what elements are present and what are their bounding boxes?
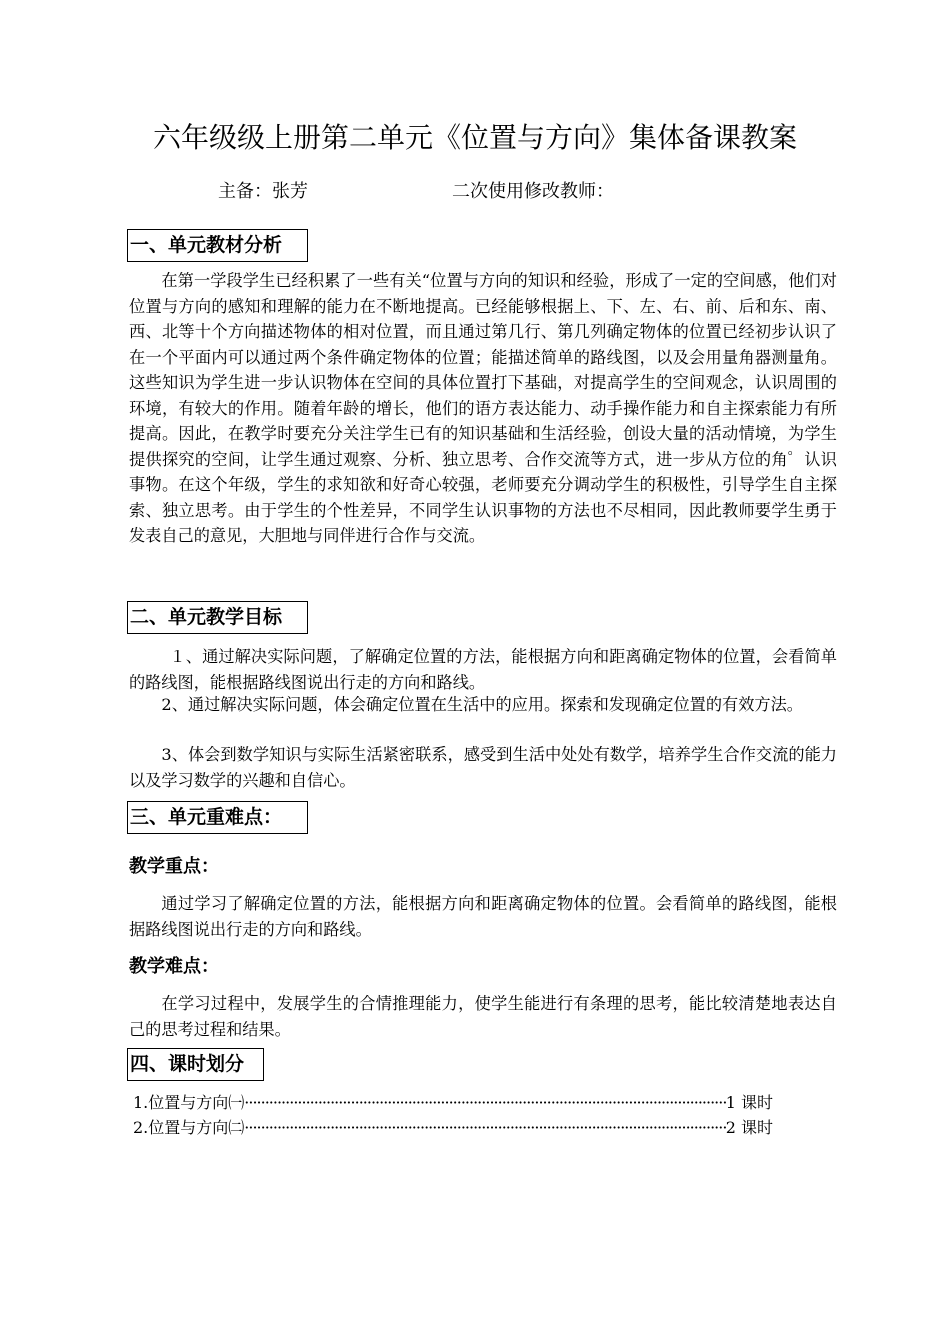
section-heading-analysis: 一、单元教材分析 [127, 229, 308, 262]
difficult-point-text: 在学习过程中，发展学生的合情推理能力，使学生能进行有条理的思考，能比较清楚地表达自己的思考过程和结果。 [129, 994, 837, 1039]
document-title: 六年级级上册第二单元《位置与方向》集体备课教案 [152, 121, 797, 154]
key-point-text: 通过学习了解确定位置的方法，能根据方向和距离确定物体的位置。会看简单的路线图，能根据路线图说出行走的方向和路线。 [129, 894, 837, 939]
goal-item-3: 3、体会到数学知识与实际生活紧密联系，感受到生活中处处有数学，培养学生合作交流的能力以及学习数学的兴趣和自信心。 [129, 745, 837, 790]
schedule-row [133, 1117, 773, 1139]
key-point-label: 教学重点： [129, 856, 219, 877]
analysis-paragraph: 在第一学段学生已经积累了一些有关“位置与方向的知识和经验，形成了一定的空间感，他们对位置与方向的感知和理解的能力在不断地提高。已经能够根据上、下、左、右、前、后和东、南、西、北等十个方向描述物体的相对位置，而且通过第几行、第几列确定物体的位置已经初步认识了在一个平面内可以通过两个条件确定物体的位置；能描述简单的路线图，以及会用量角器测量角。这些知识为学生进一步认识物体在空间的具体位置打下基础，对提高学生的空间观念，认识周围的环境，有较大的作用。随着年龄的增长，他们的语方表达能力、动手操作能力和自主探索能力有所提高。因此，在教学时要充分关注学生已有的知识基础和生活经验，创设大量的活动情境，为学生提供探究的空间，让学生通过观察、分析、独立思考、合作交流等方式，进一步从方位的角゜认识事物。在这个年级，学生的求知欲和好奇心较强，老师要充分调动学生的积极性，引导学生自主探索、独立思考。由于学生的个性差异，不同学生认识事物的方法也不尽相同，因此教师要学生勇于发表自己的意见，大胆地与同伴进行合作与交流。 [129, 271, 837, 545]
section-heading-keypoints: 三、单元重难点： [127, 801, 308, 834]
revising-teacher: 二次使用修改教师： [452, 181, 614, 202]
goal-item-1: １、通过解决实际问题，了解确定位置的方法，能根据方向和距离确定物体的位置，会看简单的路线图，能根据路线图说出行走的方向和路线。 [129, 647, 837, 692]
schedule-row [133, 1092, 773, 1114]
schedule-value: 2 课时 [725, 1118, 773, 1137]
section-heading-schedule: 四、课时划分 [127, 1048, 264, 1081]
difficult-point-label: 教学难点： [129, 956, 219, 977]
schedule-label: 2.位置与方向㈡ [133, 1118, 245, 1137]
section-heading-goals: 二、单元教学目标 [127, 601, 308, 634]
goal-item-2: 2、通过解决实际问题，体会确定位置在生活中的应用。探索和发现确定位置的有效方法。 [161, 695, 803, 714]
lead-author: 主备：张芳 [218, 181, 308, 202]
schedule-value: 1 课时 [725, 1093, 773, 1112]
schedule-label: 1.位置与方向㈠ [133, 1093, 245, 1112]
leader-dots [244, 1092, 725, 1114]
leader-dots [244, 1117, 725, 1139]
